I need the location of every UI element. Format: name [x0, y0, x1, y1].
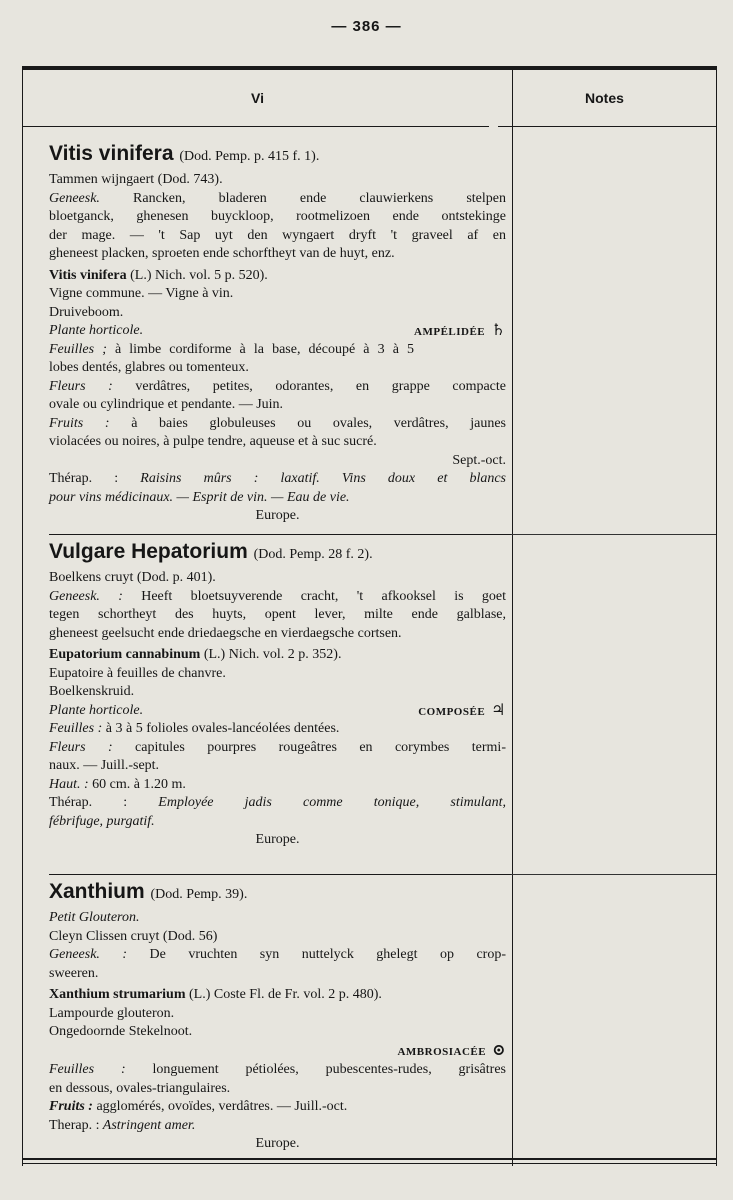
- column-header-notes: Notes: [585, 90, 624, 106]
- therap-text: fébrifuge, purgatif.: [49, 813, 155, 829]
- fruits-label: Fruits :: [49, 1099, 93, 1114]
- entry-vulgare-hepatorium: [49, 538, 506, 850]
- dutch-name: Cleyn Clissen cruyt (Dod. 56): [49, 928, 218, 944]
- plant-type: Plante horticole.: [49, 323, 144, 338]
- entry-reference: (Dod. Pemp. 28 f. 2).: [253, 547, 373, 562]
- geneesk-text: der mage. — 't Sap uyt den wyngaert dryft 't graveel af en: [49, 227, 506, 243]
- hauteur-label: Haut. :: [49, 776, 89, 792]
- dutch-name: Boelkens cruyt (Dod. p. 401).: [49, 570, 216, 585]
- feuilles-label: Feuilles :: [49, 721, 103, 736]
- therap-text: Astringent amer.: [99, 1117, 196, 1133]
- therap-text: pour vins médicinaux. — Esprit de vin. — Eau de vie.: [49, 489, 350, 505]
- bottom-rule: [22, 1158, 717, 1160]
- geneesk-text: De vruchten syn nuttelyck ghelegt op crop-: [127, 947, 507, 962]
- feuilles-label: Feuilles :: [49, 1062, 126, 1077]
- vernacular-name: Druiveboom.: [49, 304, 124, 320]
- entry-title: Xanthium: [49, 880, 145, 903]
- hauteur-text: 60 cm. à 1.20 m.: [88, 776, 186, 792]
- feuilles-text: en dessous, ovales-triangulaires.: [49, 1080, 231, 1096]
- fruits-label: Fruits :: [49, 415, 110, 431]
- plant-type: Plante horticole.: [49, 702, 144, 718]
- geneesk-label: Geneesk. :: [49, 947, 128, 962]
- entry-reference: (Dod. Pemp. 39).: [150, 887, 248, 902]
- vernacular-name: Boelkenskruid.: [49, 684, 135, 699]
- entry-title: Vitis vinifera: [49, 142, 174, 165]
- fruits-text: agglomérés, ovoïdes, verdâtres. — Juill.-oct.: [92, 1099, 348, 1114]
- feuilles-text: à 3 à 5 folioles ovales-lancéolées dentées.: [102, 721, 340, 736]
- origin: Europe.: [255, 1136, 300, 1151]
- page-frame: [22, 66, 717, 1166]
- geneesk-text: gheneest placken, sproeten ende schorftheyt van de huyt, enz.: [49, 246, 395, 261]
- entry-xanthium: [49, 878, 506, 1154]
- entry-separator: [49, 534, 511, 535]
- fruits-season: Sept.-oct.: [452, 452, 506, 468]
- fleurs-text: verdâtres, petites, odorantes, en grappe compacte: [112, 378, 506, 394]
- fruits-text: à baies globuleuses ou ovales, verdâtres, jaunes: [109, 415, 507, 431]
- therap-text: Raisins mûrs : laxatif. Vins doux et blancs: [118, 471, 507, 486]
- geneesk-label: Geneesk. :: [49, 588, 123, 604]
- scientific-reference: (L.) Coste Fl. de Fr. vol. 2 p. 480).: [185, 987, 382, 1002]
- vernacular-name: Ongedoornde Stekelnoot.: [49, 1024, 193, 1039]
- family-name: AMBROSIACÉE: [397, 1045, 487, 1058]
- scientific-name: Xanthium strumarium: [49, 987, 186, 1002]
- fleurs-label: Fleurs :: [49, 378, 113, 394]
- geneesk-text: bloetganck, ghenesen buyckloop, rootmelizoen ende ontstekinge: [49, 209, 506, 224]
- fruits-text: violacées ou noires, à pulpe tendre, aqueuse et à suc sucré.: [49, 434, 377, 449]
- geneesk-text: tegen schortheyt des huyts, opent lever, milte ende galblase,: [49, 607, 506, 622]
- fleurs-text: capitules pourpres rougeâtres en corymbes termi-: [112, 739, 506, 755]
- origin: Europe.: [255, 832, 300, 847]
- scientific-reference: (L.) Nich. vol. 2 p. 352).: [200, 647, 342, 662]
- feuilles-text: à limbe cordiforme à la base, découpé à 3 à 5: [106, 341, 415, 357]
- scientific-name: Eupatorium cannabinum: [49, 647, 201, 662]
- page-number: — 386 —: [331, 18, 402, 35]
- entry-reference: (Dod. Pemp. p. 415 f. 1).: [179, 149, 320, 164]
- bottom-rule: [22, 1163, 717, 1164]
- french-common-name: Petit Glouteron.: [49, 910, 140, 925]
- family-symbol-icon: ♄: [491, 322, 506, 339]
- geneesk-text: sweeren.: [49, 965, 99, 981]
- geneesk-text: gheneest geelsucht ende driedaegsche en vierdaegsche cortsen.: [49, 625, 402, 641]
- feuilles-text: longuement pétiolées, pubescentes-rudes, grisâtres: [125, 1062, 506, 1077]
- feuilles-text: lobes dentés, glabres ou tomenteux.: [49, 360, 249, 375]
- family-symbol-icon: ♃: [491, 701, 506, 719]
- french-name: Lampourde glouteron.: [49, 1005, 175, 1021]
- therap-label: Thérap. :: [49, 795, 128, 810]
- notes-line: [498, 874, 716, 875]
- family-name: COMPOSÉE: [418, 705, 486, 718]
- dutch-name: Tammen wijngaert (Dod. 743).: [49, 172, 223, 187]
- french-name: Eupatoire à feuilles de chanvre.: [49, 665, 226, 681]
- entry-vitis-vinifera: [49, 140, 506, 526]
- notes-header-rule: [498, 126, 716, 127]
- family-symbol-icon: ⊙: [492, 1041, 506, 1059]
- column-divider: [512, 70, 513, 1166]
- origin: Europe.: [255, 508, 300, 523]
- family-name: AMPÉLIDÉE: [414, 326, 486, 338]
- therap-label: Thérap. :: [49, 471, 119, 486]
- column-header-vi: Vi: [251, 90, 264, 106]
- fleurs-text: ovale ou cylindrique et pendante. — Juin.: [49, 397, 284, 412]
- fleurs-text: naux. — Juill.-sept.: [49, 758, 160, 773]
- notes-line: [498, 534, 716, 535]
- geneesk-label: Geneesk.: [49, 190, 100, 206]
- scientific-reference: (L.) Nich. vol. 5 p. 520).: [126, 267, 268, 283]
- entry-separator: [49, 874, 511, 875]
- feuilles-label: Feuilles ;: [49, 341, 107, 357]
- therap-label: Therap. :: [49, 1117, 100, 1133]
- entry-title: Vulgare Hepatorium: [49, 540, 248, 563]
- header-rule: [23, 126, 489, 127]
- therap-text: Employée jadis comme tonique, stimulant,: [127, 795, 507, 810]
- geneesk-text: Rancken, bladeren ende clauwierkens stelpen: [99, 190, 506, 206]
- geneesk-text: Heeft bloetsuyverende cracht, 't afkooksel is goet: [122, 588, 506, 604]
- scientific-name: Vitis vinifera: [49, 267, 127, 283]
- fleurs-label: Fleurs :: [49, 739, 113, 755]
- french-name: Vigne commune. — Vigne à vin.: [49, 286, 234, 301]
